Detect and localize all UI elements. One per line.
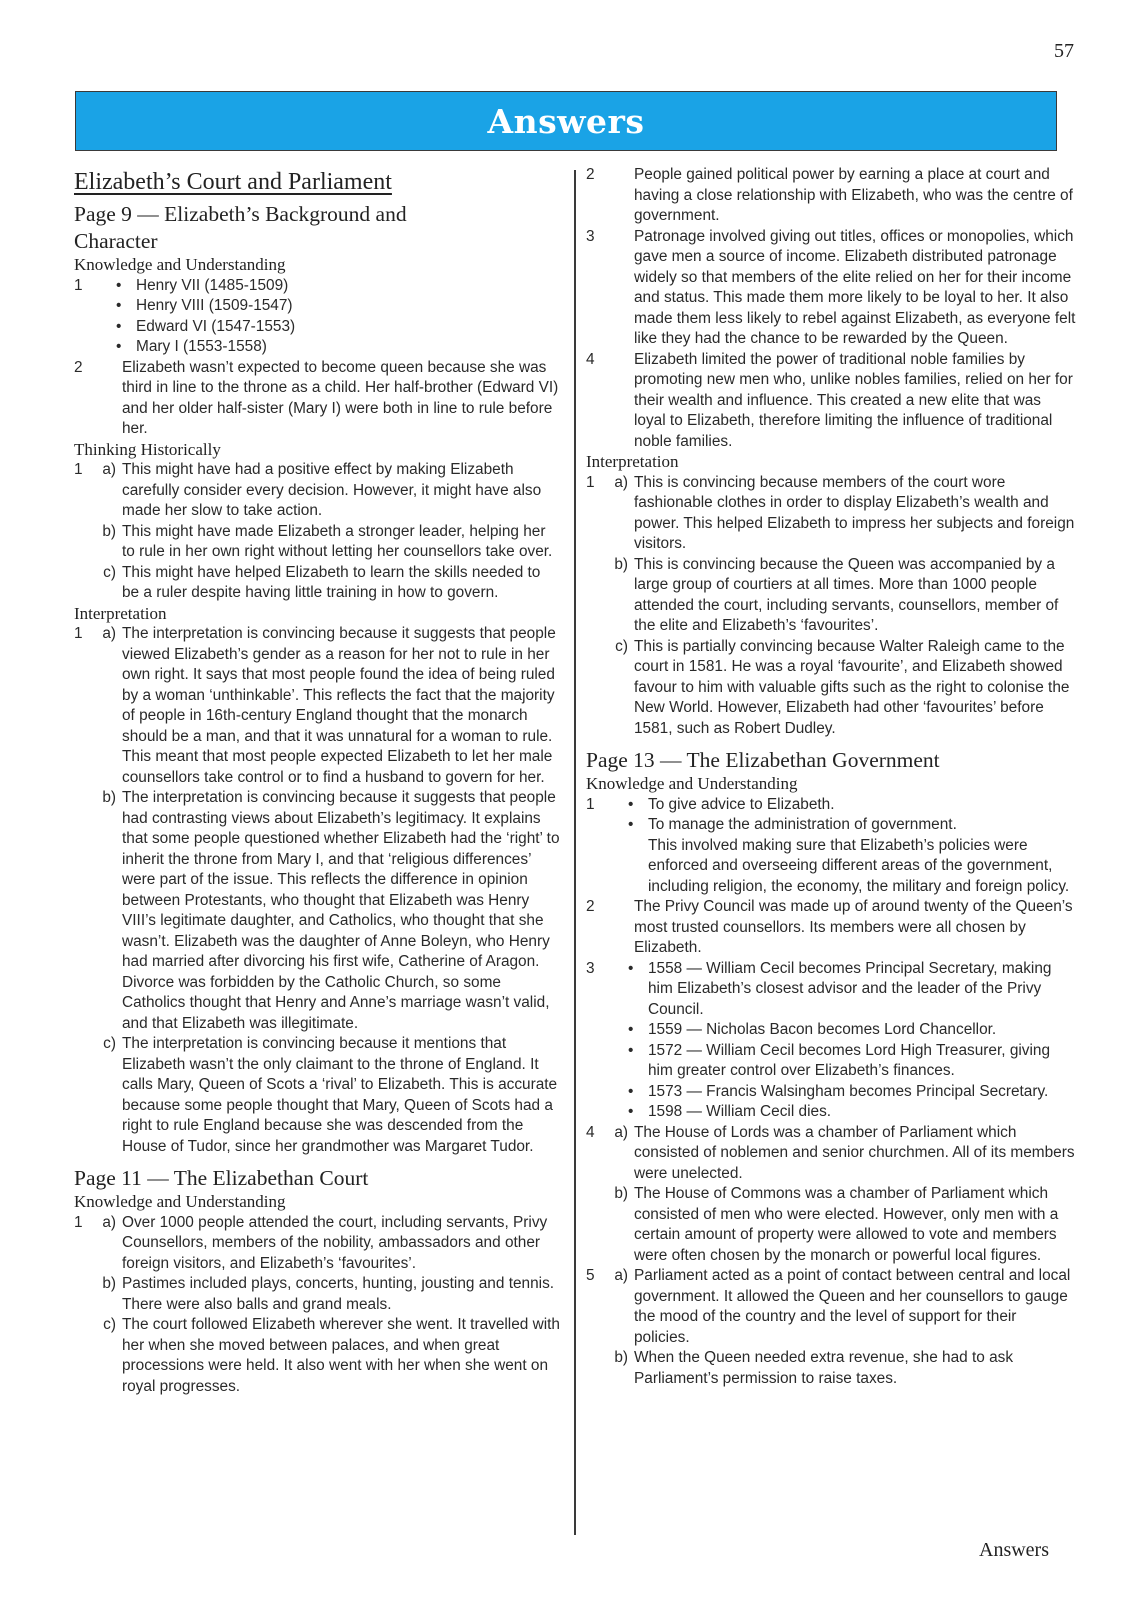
page11-heading: Page 11 — The Elizabethan Court	[74, 1166, 369, 1190]
p9-interpretation-heading: Interpretation	[74, 603, 167, 623]
answer-item: 2 Elizabeth wasn’t expected to become queen because she was third in line to the throne as a child. Her half-brother (Edward VI) and her older half-sister (Mary I) were both in line to rule before her.	[74, 358, 559, 437]
banner-title: Answers	[487, 101, 645, 141]
answer-item: c) The court followed Elizabeth wherever she went. It travelled with her when she moved between palaces, and when great processions were held. It also went with her when she went on royal progresses.	[103, 1316, 560, 1395]
list-item: • Edward VI (1547-1553)	[116, 317, 296, 335]
page-number: 57	[1054, 40, 1074, 62]
answer-item: 1 a) The interpretation is convincing because it suggests that people viewed Elizabeth’s gender as a reason for her not to rule in her own right. It says that most people found the idea of being ruled by a woman ‘unthinkable’. This reflects the fact that the majority of people in 16th-century England thought that the monarch should be a man, and that it was unnatural for a woman to rule. This meant that most people expected Elizabeth to let her male counsellors take control or to find a husband to govern for her.	[74, 625, 556, 786]
answer-item: b) The House of Commons was a chamber of Parliament which consisted of men who were elected. However, only men with a certain amount of property were allowed to vote and members were often chosen by the monarch or powerful local figures.	[614, 1185, 1059, 1264]
page9-heading-line2: Character	[74, 229, 158, 253]
list-item: 1 • To give advice to Elizabeth.	[586, 795, 835, 813]
right-column	[586, 165, 1076, 1389]
answer-item: 3 Patronage involved giving out titles, offices or monopolies, which gave men a source of income. Elizabeth distributed patronage widely so that members of the elite relied on her for their income and status. This made them more likely to be loyal to her. It also made them less likely to rebel against Elizabeth, as everyone felt like they had the chance to be rewarded by the Queen.	[586, 227, 1076, 347]
answer-item: 4 a) The House of Lords was a chamber of Parliament which consisted of noblemen and senior churchmen. All of its members were unelected.	[586, 1123, 1075, 1182]
answer-item: c) This is partially convincing because Walter Raleigh came to the court in 1581. He was a royal ‘favourite’, and Elizabeth showed favour to him with valuable gifts such as the right to colonise the New World. However, Elizabeth had other ‘favourites’ before 1581, such as Robert Dudley.	[615, 637, 1070, 737]
list-item: • 1572 — William Cecil becomes Lord High Treasurer, giving him greater control over Elizabeth’s finances.	[628, 1041, 1051, 1079]
answer-item: b) The interpretation is convincing because it suggests that people had contrasting views about Elizabeth’s legitimacy. It explains that some people questioned whether Elizabeth had the ‘right’ to inherit the throne from Mary I, and that ‘religious differences’ were part of the issue. This reflects the difference in opinion between Protestants, who thought that Elizabeth was Henry VIII’s legitimate daughter, and Catholics, who thought that she wasn’t. Elizabeth was the daughter of Anne Boleyn, who Henry had married after divorcing his first wife, Catherine of Aragon. Divorce was forbidden by the Catholic Church, so some Catholics thought that Henry and Anne’s marriage wasn’t valid, and that Elizabeth was illegitimate.	[102, 789, 560, 1032]
answer-item: c) This might have helped Elizabeth to learn the skills needed to be a ruler despite having little training in how to govern.	[103, 563, 541, 601]
list-item: • Mary I (1553-1558)	[116, 338, 267, 355]
answer-item: b) Pastimes included plays, concerts, hunting, jousting and tennis. There were also balls and grand meals.	[102, 1275, 555, 1313]
list-item: 3 • 1558 — William Cecil becomes Principal Secretary, making him Elizabeth’s closest advisor and the leader of the Privy Council.	[586, 959, 1052, 1018]
list-item: 1 • Henry VII (1485-1509)	[74, 276, 289, 294]
list-item: • Henry VIII (1509-1547)	[116, 297, 293, 314]
column-divider	[574, 170, 576, 1535]
answer-item: 5 a) Parliament acted as a point of contact between central and local government. It allowed the Queen and her counsellors to gauge the mood of the country and the level of support for their policies.	[586, 1267, 1071, 1346]
left-column	[74, 165, 560, 1397]
answer-item: 1 a) Over 1000 people attended the court, including servants, Privy Counsellors, members of the nobility, ambassadors and other foreign visitors, and Elizabeth’s ‘favourites’.	[74, 1213, 548, 1272]
p9-thinking-heading: Thinking Historically	[74, 439, 221, 459]
page13-heading: Page 13 — The Elizabethan Government	[586, 748, 940, 772]
list-item: • 1559 — Nicholas Bacon becomes Lord Chancellor.	[628, 1021, 997, 1038]
p13-knowledge-heading: Knowledge and Understanding	[586, 774, 798, 793]
answer-item: 2 People gained political power by earning a place at court and having a close relationship with Elizabeth, who was the centre of government.	[586, 166, 1073, 224]
list-item: • To manage the administration of government.	[628, 816, 957, 833]
footer-label: Answers	[979, 1539, 1049, 1561]
answer-item: b) This might have made Elizabeth a stronger leader, helping her to rule in her own right without letting her counsellors take over.	[102, 522, 553, 560]
answer-item: b) This is convincing because the Queen was accompanied by a large group of courtiers at all times. More than 1000 people attended the court, including servants, counsellors, member of the elite and Elizabeth’s ‘favourites’.	[614, 555, 1059, 634]
list-item-continuation: This involved making sure that Elizabeth’s policies were enforced and overseeing different areas of the government, including religion, the economy, the military and foreign policy.	[648, 836, 1070, 895]
section-title: Elizabeth’s Court and Parliament	[74, 169, 392, 195]
answer-item: b) When the Queen needed extra revenue, she had to ask Parliament’s permission to raise taxes.	[614, 1349, 1014, 1387]
p11-interpretation-heading: Interpretation	[586, 452, 679, 471]
answer-item: 1 a) This is convincing because members of the court wore fashionable clothes in order to display Elizabeth’s wealth and power. This helped Elizabeth to impress her subjects and foreign visitors.	[586, 473, 1075, 552]
answer-item: 1 a) This might have had a positive effect by making Elizabeth carefully consider every decision. However, it might have also made her slow to take action.	[74, 461, 542, 519]
answers-banner	[75, 91, 1057, 151]
page9-heading-line1: Page 9 — Elizabeth’s Background and	[74, 202, 407, 226]
list-item: • 1598 — William Cecil dies.	[628, 1103, 832, 1120]
list-item: • 1573 — Francis Walsingham becomes Principal Secretary.	[628, 1082, 1049, 1100]
p11-knowledge-heading: Knowledge and Understanding	[74, 1192, 286, 1211]
answer-item: 2 The Privy Council was made up of around twenty of the Queen’s most trusted counsellors. Its members were all chosen by Elizabeth.	[586, 898, 1073, 956]
p9-knowledge-heading: Knowledge and Understanding	[74, 255, 286, 274]
answer-item: c) The interpretation is convincing because it mentions that Elizabeth wasn’t the only claimant to the throne of England. It calls Mary, Queen of Scots a ‘rival’ to Elizabeth. This is accurate because some people thought that Mary, Queen of Scots had a right to rule England because she was descended from the House of Tudor, since her grandmother was Margaret Tudor.	[103, 1035, 558, 1155]
answer-item: 4 Elizabeth limited the power of traditional noble families by promoting new men who, unlike nobles families, relied on her for their wealth and influence. This created a new elite that was loyal to Elizabeth, therefore limiting the influence of traditional noble families.	[586, 350, 1073, 450]
